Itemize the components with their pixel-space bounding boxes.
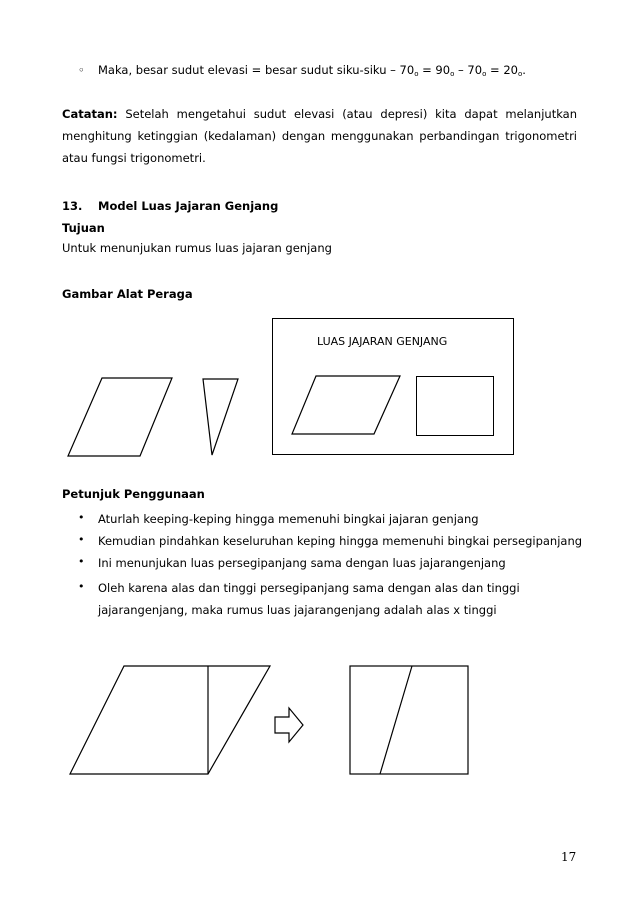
degree-mark: o bbox=[517, 70, 523, 78]
right-arrow-icon bbox=[273, 705, 305, 745]
conclusion-mid2: – 70 bbox=[454, 63, 483, 77]
conclusion-line bbox=[98, 62, 526, 82]
bullet-item: Oleh karena alas dan tinggi persegipanjang sama dengan alas dan tinggi bbox=[98, 581, 520, 595]
page-number: 17 bbox=[561, 850, 577, 864]
degree-mark: o bbox=[450, 70, 455, 78]
parallelogram-piece bbox=[66, 376, 176, 458]
circle-bullet: ◦ bbox=[78, 63, 85, 77]
bullet-marker: • bbox=[78, 555, 85, 568]
conclusion-mid1: = 90 bbox=[418, 63, 451, 77]
parallelogram-split-diagram bbox=[68, 664, 272, 776]
rectangle-split-diagram bbox=[348, 664, 470, 776]
bullet-item: Ini menunjukan luas persegipanjang sama dengan luas jajarangenjang bbox=[98, 556, 506, 570]
frame-label: LUAS JAJARAN GENJANG bbox=[317, 335, 448, 348]
conclusion-prefix: Maka, besar sudut elevasi = besar sudut siku-siku – 70 bbox=[98, 63, 415, 77]
gambar-heading: Gambar Alat Peraga bbox=[62, 287, 193, 301]
bullet-item-continued: jajarangenjang, maka rumus luas jajarangenjang adalah alas x tinggi bbox=[98, 603, 497, 617]
frame-square bbox=[416, 376, 494, 436]
bullet-item: Aturlah keeping-keping hingga memenuhi bingkai jajaran genjang bbox=[98, 512, 479, 526]
catatan-text: Setelah mengetahui sudut elevasi (atau depresi) kita dapat melanjutkan menghitung ketinggian (kedalaman) dengan menggunakan perbandingan trigonometri atau fungsi trigonometri. bbox=[62, 107, 577, 165]
tujuan-text: Untuk menunjukan rumus luas jajaran genjang bbox=[62, 241, 332, 255]
catatan-paragraph bbox=[62, 103, 577, 169]
bullet-item: Kemudian pindahkan keseluruhan keping hingga memenuhi bingkai persegipanjang bbox=[98, 534, 583, 548]
bullet-marker: • bbox=[78, 511, 85, 524]
conclusion-end: = 20 bbox=[486, 63, 518, 77]
degree-mark: o bbox=[482, 70, 487, 78]
frame-parallelogram bbox=[290, 374, 402, 436]
petunjuk-heading: Petunjuk Penggunaan bbox=[62, 487, 205, 501]
bullet-marker: • bbox=[78, 580, 85, 593]
triangle-piece bbox=[200, 376, 242, 458]
tujuan-heading: Tujuan bbox=[62, 221, 105, 235]
degree-mark: o bbox=[414, 70, 419, 78]
bullet-marker: • bbox=[78, 533, 85, 546]
catatan-label: Catatan: bbox=[62, 107, 118, 121]
section-title: Model Luas Jajaran Genjang bbox=[98, 199, 279, 213]
conclusion-period: . bbox=[522, 63, 526, 77]
section-number: 13. bbox=[62, 199, 83, 213]
